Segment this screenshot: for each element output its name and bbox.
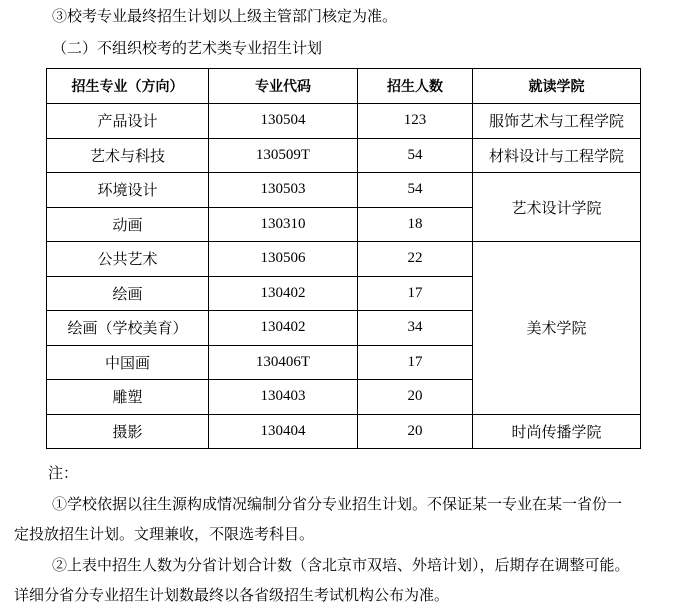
table-row bbox=[47, 242, 641, 277]
count-cell: 54 bbox=[358, 173, 473, 208]
count-cell: 17 bbox=[358, 345, 473, 380]
college-cell: 材料设计与工程学院 bbox=[473, 138, 641, 173]
major-cell: 环境设计 bbox=[47, 173, 209, 208]
code-cell: 130403 bbox=[209, 380, 358, 415]
code-cell: 130506 bbox=[209, 242, 358, 277]
header-code: 专业代码 bbox=[209, 69, 358, 104]
count-cell: 18 bbox=[358, 207, 473, 242]
count-cell: 22 bbox=[358, 242, 473, 277]
code-cell: 130509T bbox=[209, 138, 358, 173]
table-row bbox=[47, 138, 641, 173]
note-2-line-2: 详细分省分专业招生计划数最终以各省级招生考试机构公布为准。 bbox=[14, 586, 450, 604]
note-2-line-1: ②上表中招生人数为分省计划合计数（含北京市双培、外培计划），后期存在调整可能。 bbox=[52, 556, 630, 574]
college-cell: 服饰艺术与工程学院 bbox=[473, 104, 641, 139]
intro-note-line: ③校考专业最终招生计划以上级主管部门核定为准。 bbox=[52, 7, 398, 25]
major-cell: 绘画 bbox=[47, 276, 209, 311]
table-row bbox=[47, 104, 641, 139]
note-1-line-1: ①学校依据以往生源构成情况编制分省分专业招生计划。不保证某一专业在某一省份一 bbox=[52, 495, 623, 513]
code-cell: 130402 bbox=[209, 276, 358, 311]
count-cell: 54 bbox=[358, 138, 473, 173]
notes-title: 注： bbox=[48, 464, 79, 482]
table-row bbox=[47, 173, 641, 208]
major-cell: 雕塑 bbox=[47, 380, 209, 415]
college-cell: 时尚传播学院 bbox=[473, 414, 641, 449]
count-cell: 34 bbox=[358, 311, 473, 346]
code-cell: 130310 bbox=[209, 207, 358, 242]
major-cell: 中国画 bbox=[47, 345, 209, 380]
code-cell: 130402 bbox=[209, 311, 358, 346]
count-cell: 20 bbox=[358, 380, 473, 415]
code-cell: 130504 bbox=[209, 104, 358, 139]
college-cell: 美术学院 bbox=[473, 242, 641, 415]
header-college: 就读学院 bbox=[473, 69, 641, 104]
code-cell: 130406T bbox=[209, 345, 358, 380]
section-title: （二）不组织校考的艺术类专业招生计划 bbox=[52, 39, 323, 57]
header-major: 招生专业（方向） bbox=[47, 69, 209, 104]
major-cell: 艺术与科技 bbox=[47, 138, 209, 173]
major-cell: 绘画（学校美育） bbox=[47, 311, 209, 346]
table-row bbox=[47, 414, 641, 449]
header-count: 招生人数 bbox=[358, 69, 473, 104]
college-cell: 艺术设计学院 bbox=[473, 173, 641, 242]
major-cell: 产品设计 bbox=[47, 104, 209, 139]
count-cell: 17 bbox=[358, 276, 473, 311]
table-header-row bbox=[47, 69, 641, 104]
code-cell: 130404 bbox=[209, 414, 358, 449]
major-cell: 摄影 bbox=[47, 414, 209, 449]
code-cell: 130503 bbox=[209, 173, 358, 208]
enrollment-plan-table bbox=[46, 68, 641, 449]
count-cell: 20 bbox=[358, 414, 473, 449]
major-cell: 动画 bbox=[47, 207, 209, 242]
count-cell: 123 bbox=[358, 104, 473, 139]
note-1-line-2: 定投放招生计划。文理兼收，不限选考科目。 bbox=[14, 525, 315, 543]
major-cell: 公共艺术 bbox=[47, 242, 209, 277]
